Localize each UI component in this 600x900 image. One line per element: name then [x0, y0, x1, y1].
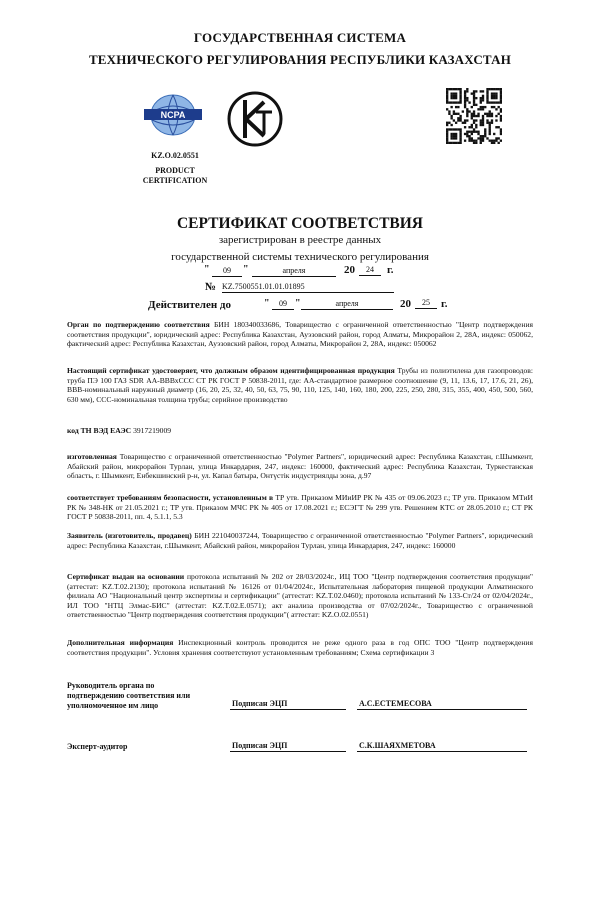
- certificate-number: KZ.7500551.01.01.01895: [222, 282, 394, 293]
- section-extra: [67, 638, 533, 657]
- certification-label: CERTIFICATION: [142, 176, 208, 185]
- applicant-label: Заявитель (изготовитель, продавец): [67, 531, 192, 540]
- head-signer-label: [67, 681, 217, 711]
- org-code: KZ.O.02.0551: [151, 151, 199, 160]
- header-line-2: ТЕХНИЧЕСКОГО РЕГУЛИРОВАНИЯ РЕСПУБЛИКИ КАЗАХСТАН: [88, 52, 512, 67]
- number-label: №: [205, 281, 217, 293]
- close-quote: ": [243, 264, 249, 275]
- expert-signature: Подписан ЭЦП: [230, 740, 346, 752]
- valid-day: 09: [272, 299, 294, 310]
- head-signer-name: А.С.ЕСТЕМЕСОВА: [357, 698, 527, 710]
- head-signature: Подписан ЭЦП: [230, 698, 346, 710]
- section-tnved: [67, 426, 533, 436]
- reg-year-prefix: 20: [344, 264, 355, 276]
- section-basis: [67, 572, 533, 620]
- tnved-value: 3917219009: [133, 426, 172, 435]
- registry-line-1: зарегистрирован в реестре данных: [218, 234, 382, 246]
- reg-year: 24: [359, 265, 381, 276]
- certificate-title: СЕРТИФИКАТ СООТВЕТСТВИЯ: [176, 215, 424, 232]
- organ-text: БИН 180340033686, Товарищество с ограниченной ответственностью "Центр подтверждения соответствия продукции", юридический адрес: Республика Казахстан, Ауэзовский район, город Алматы, Микрорайон 2, 28А, индекс: 050062, фактический адрес: Республика Казахстан, Ауэзовский район, город Алматы, Микрорайон 2, 28А, индекс: 050062: [67, 320, 533, 349]
- registry-line-2: государственной системы технического регулирования: [171, 251, 429, 263]
- valid-year-suffix: г.: [441, 298, 448, 310]
- product-text: Трубы из полиэтилена для газопроводов: труба ПЭ 100 ГАЗ SDR АА-ВВВхССС СТ РК ГОСТ Р 50838-2011, где: АА-стандартное размерное соотношение (9, 11, 13.6, 17, 17.6, 21, 26), ВВВ-номинальный наружный диаметр (16, 20, 25, 32, 40, 50, 63, 75, 90, 110, 125, 140, 160, 180, 200, 225, 250, 280, 315, 355, 400, 450, 500, 560, 630 мм), ССС-номинальная толщина трубы; серийное производство: [67, 366, 533, 404]
- valid-open-quote: ": [264, 298, 270, 309]
- section-requirements: [67, 493, 533, 522]
- section-maker: [67, 452, 533, 481]
- product-label: Настоящий сертификат удостоверяет, что должным образом идентифицированная продукция: [67, 366, 395, 375]
- section-applicant: [67, 531, 533, 550]
- requirements-label: соответствует требованиям безопасности, установленным в: [67, 493, 274, 502]
- requirements-text: ТР утв. Приказом МИиИР РК № 435 от 09.06.2023 г.; ТР утв. Приказом МТиИ РК № 348-НК от 21.05.2021 г.; ТР утв. Приказом МЧС РК № 405 от 17.08.2021 г.; ЕСЭГТ № 299 утв. Решением КТС от 28.05.2010 г.; СТ РК ГОСТ Р 50838-2011, пп. 4, 5.1.1, 5.3: [67, 493, 533, 522]
- section-product: [67, 366, 533, 404]
- section-organ: [67, 320, 533, 349]
- head-label-line-1: Руководитель органа по: [67, 681, 155, 690]
- reg-day: 09: [212, 266, 242, 277]
- basis-text: протокола испытаний № 202 от 28/03/2024г., ИЦ ТОО "Центр подтверждения соответствия продукции" (аттестат: KZ.T.02.2130); протокола испытаний № 16126 от 01/04/2024г., Испытательная лаборатория пищевой продукции Алматинского филиала АО "Национальный центр экспертизы и сертификации" (аттестат: KZ.T.02.0460); протокола испытаний № 133-Ст/24 от 02/04/2024г., ИЛ ТОО "НТЦ Элмас-БИС" (аттестат: KZ.T.02.E.0571); акт анализа производства от 07/02/2024г., Товарищество с ограниченной ответственностью "Центр подтверждения соответствия продукции"( аттестат: KZ.O.02.0551): [67, 572, 533, 620]
- applicant-text: БИН 221040037244, Товарищество с ограниченной ответственностью "Polymer Partners", юридический адрес: Республика Казахстан, г.Шымкент, Абайский район, микрорайон Турлан, улица Инкардария, 247, индекс: 160000: [67, 531, 533, 550]
- kz-conformity-mark-icon: [226, 90, 284, 148]
- svg-text:NCPA: NCPA: [160, 110, 186, 120]
- product-label: PRODUCT: [155, 166, 195, 175]
- extra-text: Инспекционный контроль проводится не реже одного раза в год ОПС ТОО "Центр подтверждения соответствия продукции". Условия хранения соответствуют установленным требованиям; Схема сертификации 3: [67, 638, 533, 657]
- valid-year: 25: [415, 298, 437, 309]
- open-quote: ": [204, 264, 210, 275]
- head-label-line-2: подтверждению соответствия или: [67, 691, 191, 700]
- extra-label: Дополнительная информация: [67, 638, 174, 647]
- valid-until-label: Действителен до: [148, 299, 231, 311]
- maker-label: изготовленная: [67, 452, 117, 461]
- head-label-line-3: уполномоченное им лицо: [67, 701, 159, 710]
- reg-month: апреля: [252, 266, 336, 277]
- organ-label: Орган по подтверждению соответствия: [67, 320, 210, 329]
- globe-logo-icon: [138, 90, 208, 140]
- valid-year-prefix: 20: [400, 298, 411, 310]
- expert-label: Эксперт-аудитор: [67, 742, 128, 751]
- tnved-label: код ТН ВЭД ЕАЭС: [67, 426, 132, 435]
- valid-month: апреля: [301, 299, 393, 310]
- maker-text: Товарищество с ограниченной ответственностью "Polymer Partners", юридический адрес: Республика Казахстан, г.Шымкент, Абайский район, микрорайон Турлан, улица Инкардария, 247, индекс: 160000, фактический адрес: Республика Казахстан, Туркестанская область, г. Шымкент, Енбекшинский р-н, ул. Капал батыра, Онтүстік индустриялды зона, д.97: [67, 452, 533, 481]
- basis-label: Сертификат выдан на основании: [67, 572, 185, 581]
- valid-close-quote: ": [295, 298, 301, 309]
- reg-year-suffix: г.: [387, 264, 394, 276]
- expert-name: С.К.ШАЯХМЕТОВА: [357, 740, 527, 752]
- qr-code-icon: [446, 88, 502, 144]
- header-line-1: ГОСУДАРСТВЕННАЯ СИСТЕМА: [193, 30, 407, 45]
